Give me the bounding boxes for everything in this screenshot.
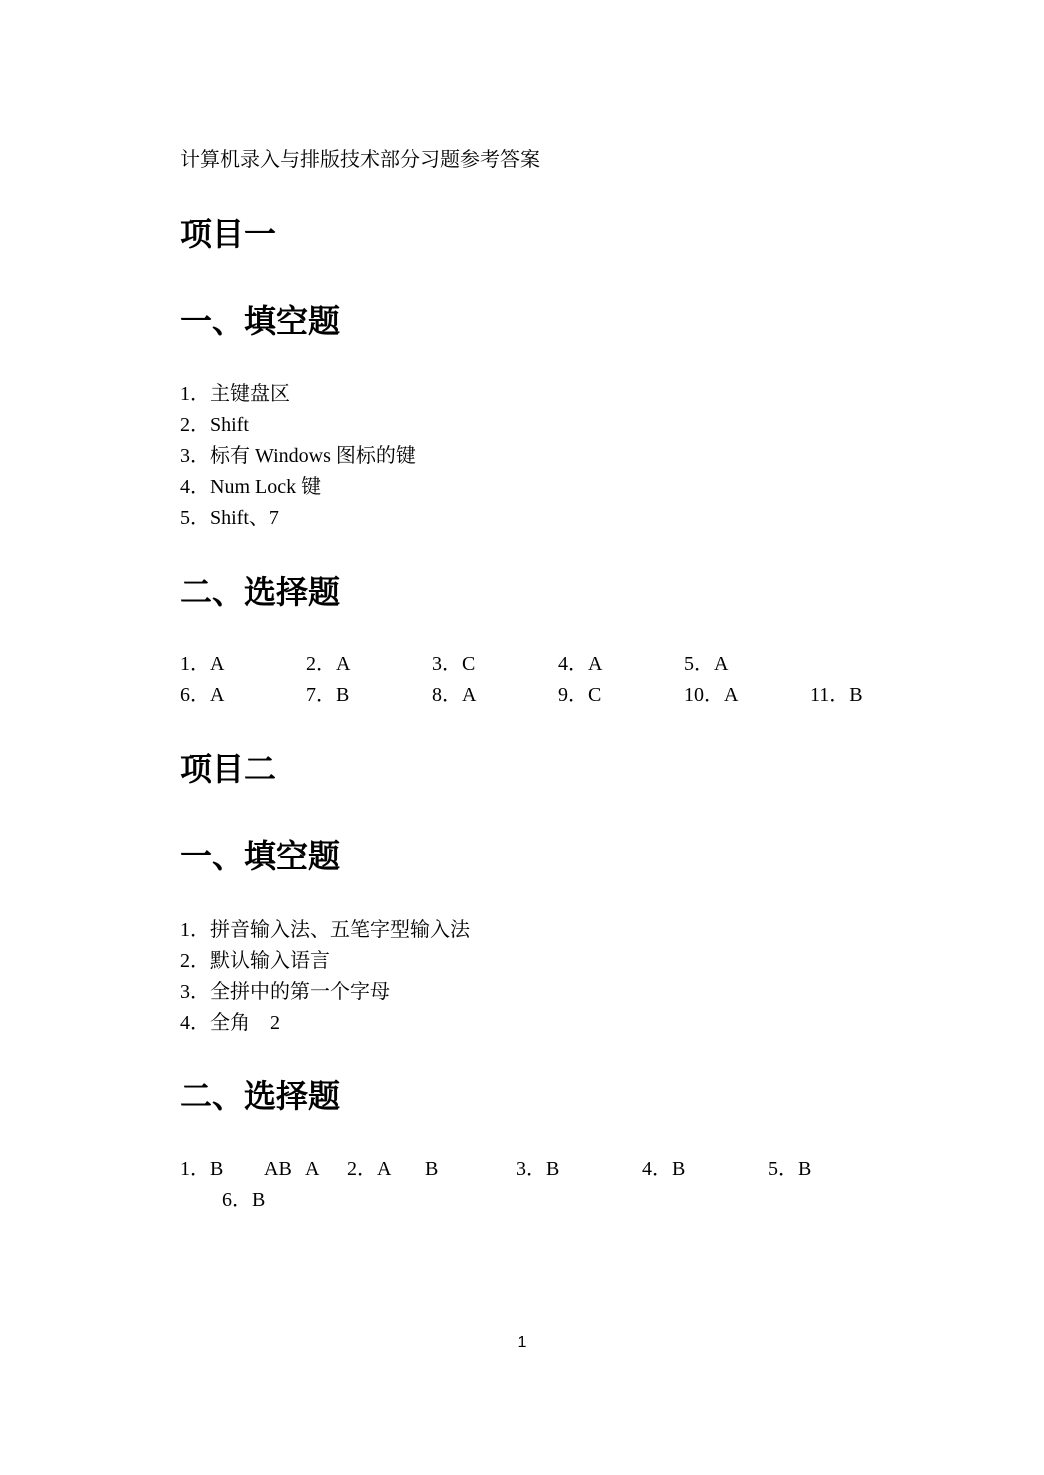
project2-choice-heading: 二、选择题 bbox=[180, 1077, 341, 1115]
list-item: 1．主键盘区 bbox=[180, 383, 290, 405]
answer-item: AB bbox=[264, 1158, 292, 1180]
answer-item: 5．B bbox=[768, 1158, 812, 1180]
list-item: 3．标有 Windows 图标的键 bbox=[180, 445, 416, 467]
answer-item: 4．A bbox=[558, 653, 603, 675]
project1-heading: 项目一 bbox=[180, 215, 277, 253]
list-item: 2．默认输入语言 bbox=[180, 950, 330, 972]
project2-heading: 项目二 bbox=[180, 750, 277, 788]
answer-item: 4．B bbox=[642, 1158, 686, 1180]
project2-choice-line-1 bbox=[180, 1154, 940, 1185]
answer-item: 6．B bbox=[222, 1189, 266, 1211]
list-item: 1．拼音输入法、五笔字型输入法 bbox=[180, 919, 470, 941]
list-item: 3．全拼中的第一个字母 bbox=[180, 981, 390, 1003]
project1-fill-blank-list bbox=[180, 379, 416, 534]
answer-item: B bbox=[425, 1158, 439, 1180]
project1-fill-blank-heading: 一、填空题 bbox=[180, 302, 341, 340]
answer-item: 1．A bbox=[180, 653, 225, 675]
answer-item: 5．A bbox=[684, 653, 729, 675]
answer-item: 3．C bbox=[432, 653, 476, 675]
answer-item: 11．B bbox=[810, 684, 863, 706]
list-item: 4．Num Lock 键 bbox=[180, 476, 322, 498]
answer-item: 6．A bbox=[180, 684, 225, 706]
answer-item: 1．B bbox=[180, 1158, 224, 1180]
answer-item: 8．A bbox=[432, 684, 477, 706]
list-item: 4．全角 2 bbox=[180, 1012, 280, 1034]
page-number: 1 bbox=[517, 1334, 527, 1351]
project1-choice-row-1 bbox=[180, 649, 940, 680]
answer-item: 9．C bbox=[558, 684, 602, 706]
answer-item: 10．A bbox=[684, 684, 739, 706]
list-item: 2．Shift bbox=[180, 414, 249, 436]
answer-item: 3．B bbox=[516, 1158, 560, 1180]
answer-item: 2．A bbox=[306, 653, 351, 675]
document-title: 计算机录入与排版技术部分习题参考答案 bbox=[180, 149, 540, 171]
project2-fill-blank-list bbox=[180, 915, 470, 1039]
project2-fill-blank-heading: 一、填空题 bbox=[180, 837, 341, 875]
answer-item: 2．A bbox=[347, 1158, 392, 1180]
project1-choice-heading: 二、选择题 bbox=[180, 573, 341, 611]
list-item: 5．Shift、7 bbox=[180, 507, 279, 529]
project1-choice-row-2 bbox=[180, 680, 940, 711]
answer-item: A bbox=[305, 1158, 320, 1180]
answer-item: 7．B bbox=[306, 684, 350, 706]
